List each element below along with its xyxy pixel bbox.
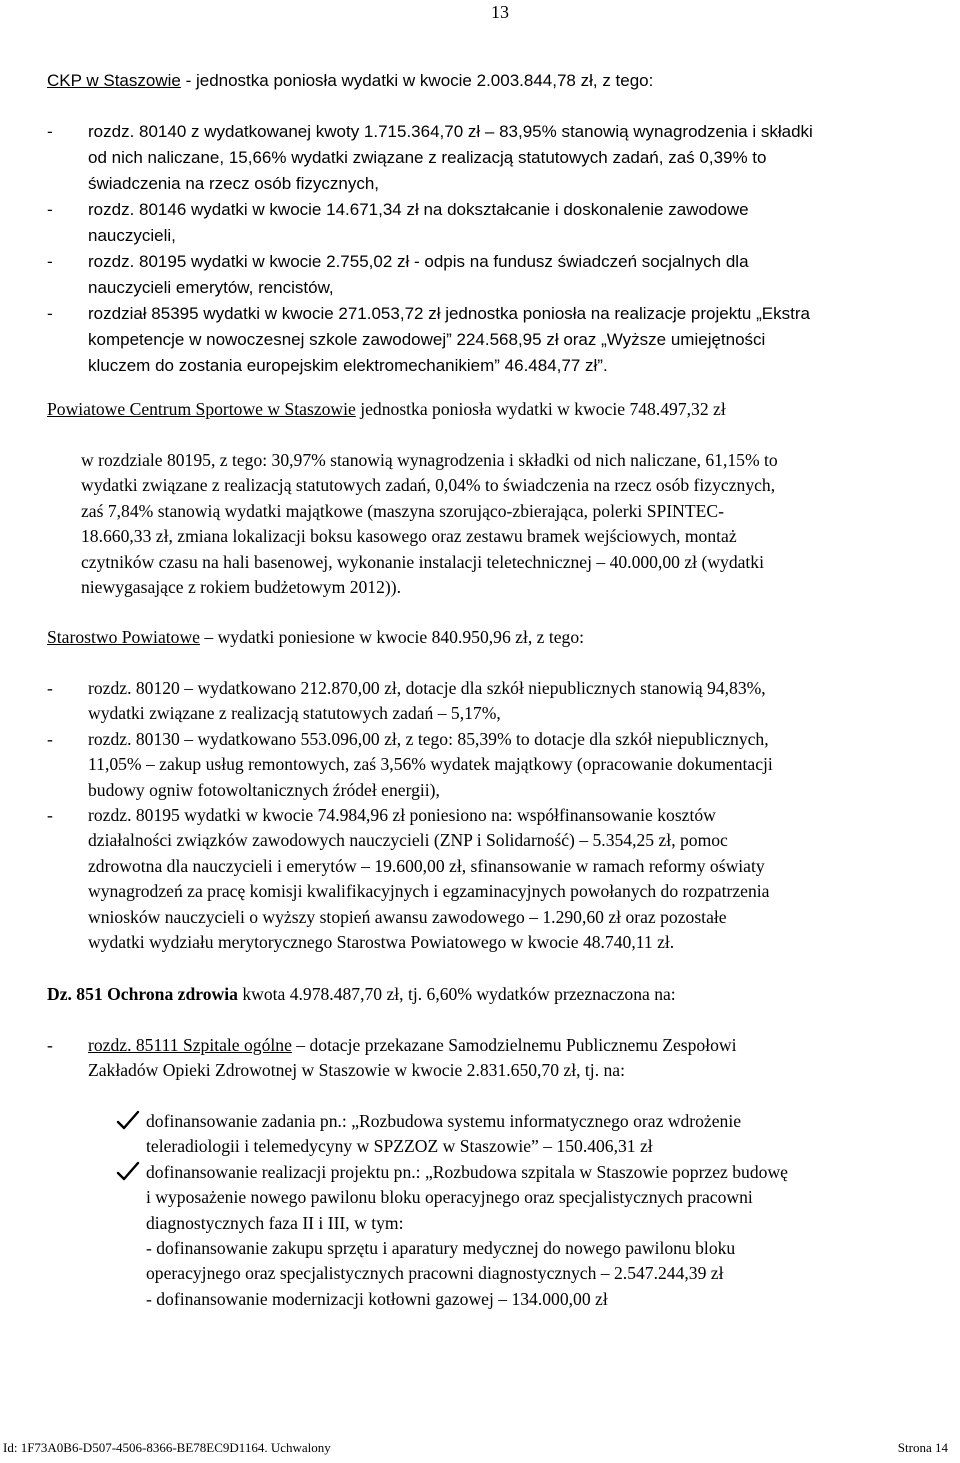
list-item: - rozdz. 80195 wydatki w kwocie 2.755,02 zł - odpis na fundusz świadczeń socjalnych dla [47,249,957,275]
list-item: - rozdz. 80120 – wydatkowano 212.870,00 zł, dotacje dla szkół niepublicznych stanowią 94,83%, [47,676,957,701]
list-item: - rozdz. 80146 wydatki w kwocie 14.671,34 zł na dokształcanie i doskonalenie zawodowe [47,197,957,223]
starostwo-list: - rozdz. 80120 – wydatkowano 212.870,00 zł, dotacje dla szkół niepublicznych stanowią 94,83%, wydatki związane z realizacją statutowych zadań – 5,17%, - rozdz. 80130 – wydatkowano 553.096,00 zł, z tego: 85,39% to dotacje dla szkół niepublicznych, 11,05% – zakup usług remontowych, zaś 3,56% wydatek majątkowy (opracowanie dokumentacji budowy ogniw fotowoltanicznych źródeł energii), - rozdz. 80195 wydatki w kwocie 74.984,96 zł poniesiono na: współfinansowanie kosztów działalności związków zawodowych nauczycieli (ZNP i Solidarność) – 5.354,25 zł, pomoc zdrowotna dla nauczycieli i emerytów – 19.600,00 zł, sfinansowanie w ramach reformy oświaty wynagrodzeń za pracę komisji kwalifikacyjnych i egzaminacyjnych powołanych do rozpatrzenia wniosków nauczycieli o wyższy stopień awansu zawodowego – 1.290,60 zł oraz pozostałe wydatki wydziału merytorycznego Starostwa Powiatowego w kwocie 48.740,11 zł. [47,676,957,955]
health-heading: Dz. 851 Ochrona zdrowia kwota 4.978.487,70 zł, tj. 6,60% wydatków przeznaczona na: [47,984,676,1004]
health-list: - rozdz. 85111 Szpitale ogólne – dotacje przekazane Samodzielnemu Publicznemu Zespołowi Zakładów Opieki Zdrowotnej w Staszowie w kwocie 2.831.650,70 zł, tj. na: [47,1033,957,1084]
ckp-section [47,68,957,94]
ckp-link[interactable]: CKP w Staszowie [47,71,181,90]
dash-bullet: - [47,1035,53,1055]
list-item: - rozdz. 80130 – wydatkowano 553.096,00 zł, z tego: 85,39% to dotacje dla szkół niepublicznych, [47,727,957,752]
starostwo-heading: Starostwo Powiatowe – wydatki poniesione w kwocie 840.950,96 zł, z tego: [47,627,585,647]
health-checklist [47,1109,957,1312]
dash-bullet: - [47,304,53,323]
health-heading-block [47,982,957,1007]
list-item: - rozdział 85395 wydatki w kwocie 271.053,72 zł jednostka poniosła na realizacje projektu „Ekstra [47,301,957,327]
check-item: dofinansowanie realizacji projektu pn.: „Rozbudowa szpitala w Staszowie poprzez budowę i wyposażenie nowego pawilonu bloku operacyjnego oraz specjalistycznych pracowni diagnostycznych faza II i III, w tym: - dofinansowanie zakupu sprzętu i aparatury medycznej do nowego pawilonu bloku operacyjnego oraz specjalistycznych pracowni diagnostycznych – 2.547.244,39 zł - dofinansowanie modernizacji kotłowni gazowej – 134.000,00 zł [47,1160,957,1312]
dash-bullet: - [47,728,53,749]
dash-bullet: - [47,200,53,219]
pcs-heading: Powiatowe Centrum Sportowe w Staszowie jednostka poniosła wydatki w kwocie 748.497,32 zł [47,399,726,419]
pcs-link[interactable]: Powiatowe Centrum Sportowe w Staszowie [47,399,356,419]
list-item: - rozdz. 80140 z wydatkowanej kwoty 1.715.364,70 zł – 83,95% stanowią wynagrodzenia i składki [47,119,957,145]
dash-bullet: - [47,252,53,271]
starostwo-heading-block [47,625,957,650]
szpitale-link[interactable]: rozdz. 85111 Szpitale ogólne [88,1035,292,1055]
check-item: dofinansowanie zadania pn.: „Rozbudowa systemu informatycznego oraz wdrożenie teleradiologii i telemedycyny w SPZZOZ w Staszowie” – 150.406,31 zł [47,1109,957,1160]
ckp-list: - rozdz. 80140 z wydatkowanej kwoty 1.715.364,70 zł – 83,95% stanowią wynagrodzenia i składki od nich naliczane, 15,66% wydatki związane z realizacją statutowych zadań, zaś 0,39% to świadczenia na rzecz osób fizycznych, - rozdz. 80146 wydatki w kwocie 14.671,34 zł na dokształcanie i doskonalenie zawodowe nauczycieli, - rozdz. 80195 wydatki w kwocie 2.755,02 zł - odpis na fundusz świadczeń socjalnych dla nauczycieli emerytów, rencistów, - rozdział 85395 wydatki w kwocie 271.053,72 zł jednostka poniosła na realizacje projektu „Ekstra kompetencje w nowoczesnej szkole zawodowej” 224.568,95 zł oraz „Wyższe umiejętności kluczem do zostania europejskim elektromechanikiem” 46.484,77 zł”. [47,119,957,379]
starostwo-link[interactable]: Starostwo Powiatowe [47,627,200,647]
dash-bullet: - [47,678,53,698]
checkmark-icon [116,1161,140,1183]
ckp-heading: CKP w Staszowie - jednostka poniosła wydatki w kwocie 2.003.844,78 zł, z tego: [47,71,654,90]
pcs-heading-block [47,397,957,422]
dash-bullet: - [47,805,53,826]
list-item: - rozdz. 80195 wydatki w kwocie 74.984,96 zł poniesiono na: współfinansowanie kosztów [47,803,957,828]
document-id: Id: 1F73A0B6-D507-4506-8366-BE78EC9D1164. Uchwalony [3,1440,331,1455]
dash-bullet: - [47,122,53,141]
list-item: - rozdz. 85111 Szpitale ogólne – dotacje przekazane Samodzielnemu Publicznemu Zespołowi [47,1033,957,1058]
pcs-paragraph: w rozdziale 80195, z tego: 30,97% stanowią wynagrodzenia i składki od nich naliczane, 61,15% to wydatki związane z realizacją statutowych zadań, 0,04% to świadczenia na rzecz osób fizycznych, zaś 7,84% stanowią wydatki majątkowe (maszyna szorująco-zbierająca, polerki SPINTEC- 18.660,33 zł, zmiana lokalizacji boksu kasowego oraz zestawu bramek wejściowych, montaż czytników czasu na hali basenowej, wykonanie instalacji teletechnicznej – 40.000,00 zł (wydatki niewygasające z rokiem budżetowym 2012)). [81,450,778,598]
checkmark-icon [116,1110,140,1132]
page-number: 13 [491,2,509,22]
footer-page-number: Strona 14 [897,1440,948,1455]
